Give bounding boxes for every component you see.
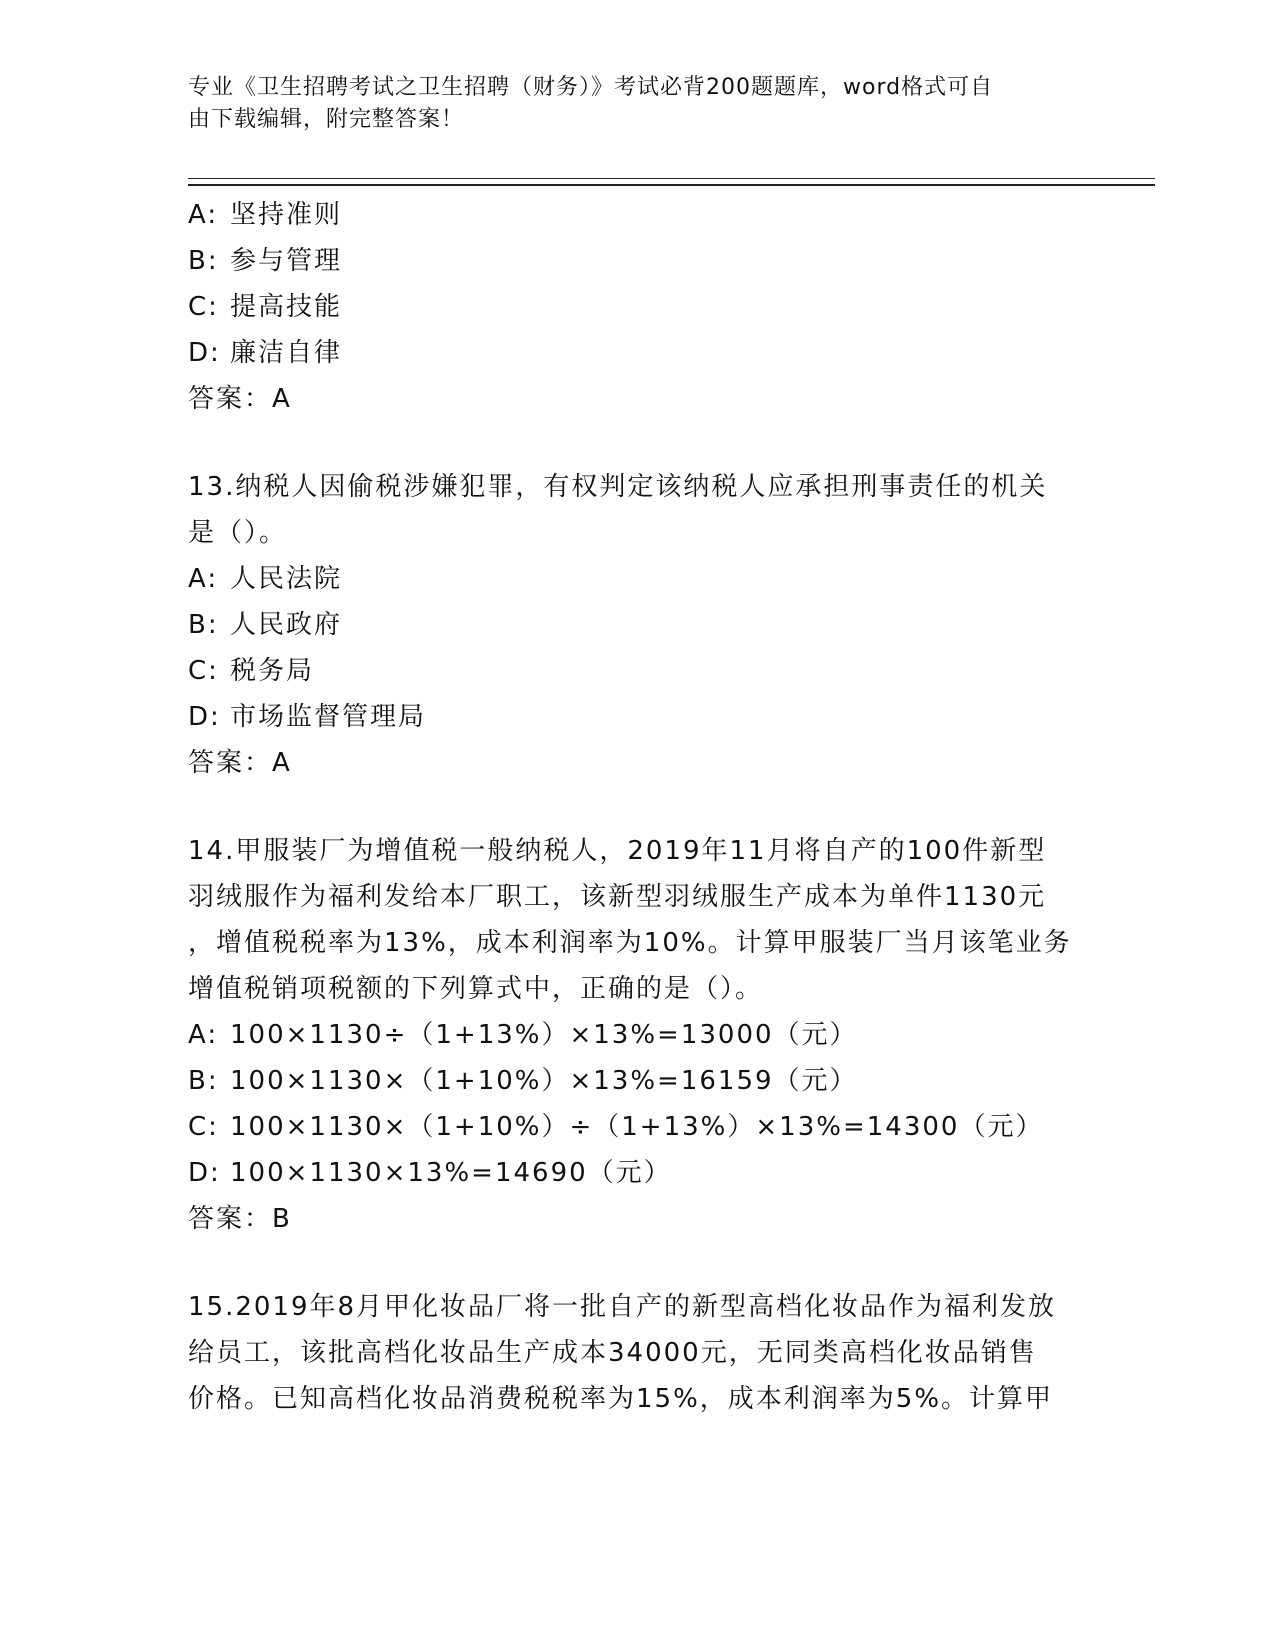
document-header <box>188 72 1088 136</box>
option-text: 坚持准则 <box>230 200 343 230</box>
option-text: 税务局 <box>230 656 315 686</box>
header-line-1: 专业《卫生招聘考试之卫生招聘（财务）》考试必背200题题库，word格式可自 <box>188 75 994 100</box>
option-letter: A: <box>188 200 219 230</box>
option-c <box>188 284 1088 330</box>
question-text-line: 14.甲服装厂为增值税一般纳税人，2019年11月将自产的100件新型 <box>188 836 1047 866</box>
answer-value: A <box>272 384 292 414</box>
question-text-line: ，增值税税率为13%，成本利润率为10%。计算甲服装厂当月该笔业务 <box>188 928 1072 958</box>
option-text: 人民政府 <box>230 610 343 640</box>
option-b <box>188 238 1088 284</box>
answer-label: 答案： <box>188 748 273 778</box>
answer-value: B <box>272 1204 292 1234</box>
option-letter: A: <box>188 1020 219 1050</box>
question-text-line: 增值税销项税额的下列算式中，正确的是（）。 <box>188 974 764 1004</box>
question-14 <box>188 828 1088 1242</box>
option-c <box>188 1104 1088 1150</box>
option-text: 人民法院 <box>230 564 343 594</box>
option-d <box>188 1150 1088 1196</box>
option-text: 市场监督管理局 <box>230 702 427 732</box>
question-text-line: 是（）。 <box>188 518 288 548</box>
header-line-2: 由下载编辑，附完整答案！ <box>188 107 465 132</box>
option-letter: B: <box>188 1066 219 1096</box>
option-text: 提高技能 <box>230 292 343 322</box>
option-letter: C: <box>188 656 219 686</box>
answer <box>188 376 1088 422</box>
answer-label: 答案： <box>188 1204 273 1234</box>
question-text-line: 价格。已知高档化妆品消费税税率为15%，成本利润率为5%。计算甲 <box>188 1384 1054 1414</box>
option-text: 参与管理 <box>230 246 343 276</box>
answer <box>188 740 1088 786</box>
option-a <box>188 556 1088 602</box>
option-b <box>188 602 1088 648</box>
question-15 <box>188 1284 1088 1422</box>
option-d <box>188 694 1088 740</box>
option-letter: D: <box>188 338 221 368</box>
header-divider <box>188 178 1155 186</box>
question-text-line: 13.纳税人因偷税涉嫌犯罪，有权判定该纳税人应承担刑事责任的机关 <box>188 472 1048 502</box>
answer-label: 答案： <box>188 384 273 414</box>
option-letter: D: <box>188 1158 221 1188</box>
question-text-line: 给员工，该批高档化妆品生产成本34000元，无同类高档化妆品销售 <box>188 1338 1037 1368</box>
option-text: 100×1130×（1+10%）÷（1+13%）×13%=14300（元） <box>230 1112 1044 1142</box>
option-letter: C: <box>188 292 219 322</box>
option-text: 100×1130÷（1+13%）×13%=13000（元） <box>230 1020 858 1050</box>
option-letter: C: <box>188 1112 219 1142</box>
option-letter: A: <box>188 564 219 594</box>
option-text: 100×1130×13%=14690（元） <box>230 1158 672 1188</box>
question-13 <box>188 464 1088 786</box>
question-12 <box>188 192 1088 422</box>
option-a <box>188 1012 1088 1058</box>
answer <box>188 1196 1088 1242</box>
option-a <box>188 192 1088 238</box>
option-letter: B: <box>188 610 219 640</box>
answer-value: A <box>272 748 292 778</box>
question-text-line: 15.2019年8月甲化妆品厂将一批自产的新型高档化妆品作为福利发放 <box>188 1292 1057 1322</box>
option-letter: D: <box>188 702 221 732</box>
option-text: 100×1130×（1+10%）×13%=16159（元） <box>230 1066 858 1096</box>
option-c <box>188 648 1088 694</box>
option-d <box>188 330 1088 376</box>
option-text: 廉洁自律 <box>230 338 343 368</box>
option-letter: B: <box>188 246 219 276</box>
question-text-line: 羽绒服作为福利发给本厂职工，该新型羽绒服生产成本为单件1130元 <box>188 882 1047 912</box>
document-body <box>188 192 1088 1422</box>
option-b <box>188 1058 1088 1104</box>
